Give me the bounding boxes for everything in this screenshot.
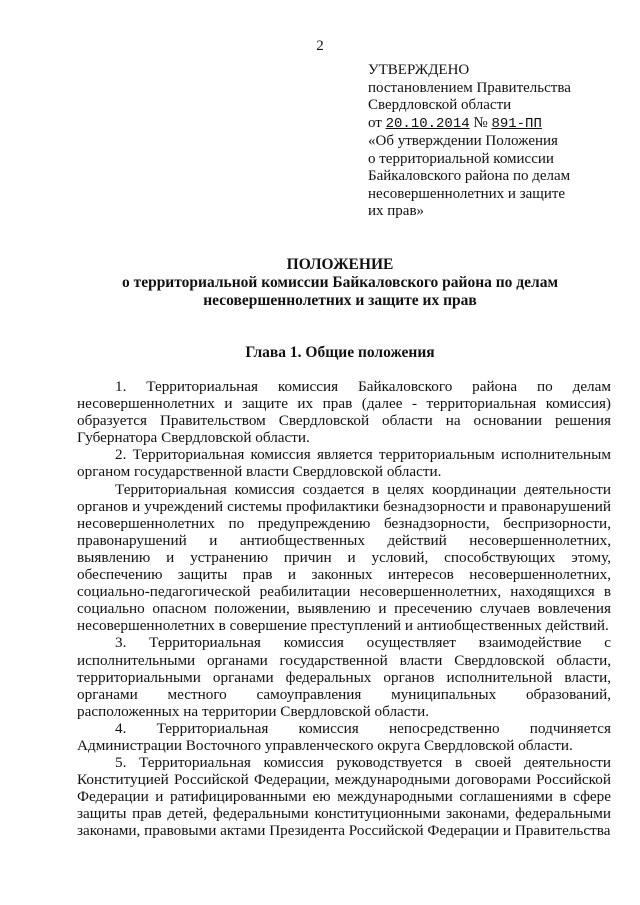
approval-line-1: постановлением Правительства: [368, 79, 571, 96]
page-number: 2: [316, 38, 324, 54]
approval-date-prefix: от: [368, 114, 382, 131]
approval-title-line: Байкаловского района по делам: [368, 168, 571, 184]
approval-number: 891-ПП: [491, 115, 542, 132]
paragraph-1: 1. Территориальная комиссия Байкаловского района по делам несовершеннолетних и защите их прав (далее - территориальная комиссия) образуется Правительством Свердловской области на основании решения Губернатора Свердловской области.: [77, 378, 611, 447]
approval-date: 20.10.2014: [385, 115, 470, 132]
document-title: [60, 256, 620, 310]
document-title-line-1: о территориальной комиссии Байкаловского района по делам: [121, 274, 559, 291]
body-text: [77, 378, 611, 840]
document-title-heading: ПОЛОЖЕНИЕ: [286, 256, 394, 273]
approval-title-line: «Об утверждении Положения: [368, 133, 558, 149]
approval-title-line: их прав»: [368, 203, 425, 219]
approval-title-line: о территориальной комиссии: [368, 150, 554, 167]
approval-stamp: [368, 62, 618, 221]
approval-number-prefix: №: [473, 114, 488, 131]
approval-title-line: несовершеннолетних и защите: [368, 185, 566, 202]
paragraph-2-continued: Территориальная комиссия создается в целях координации деятельности органов и учреждений системы профилактики безнадзорности и правонарушений несовершеннолетних по предупреждению безнадзорности, беспризорности, правонарушений и антиобщественных действий несовершеннолетних, выявлению и устранению причин и условий, способствующих этому, обеспечению защиты прав и законных интересов несовершеннолетних, социально-педагогической реабилитации несовершеннолетних, находящихся в социально опасном положении, выявлению и пресечению случаев вовлечения несовершеннолетних в совершение преступлений и антиобщественных действий.: [77, 480, 611, 635]
document-title-line-2: несовершеннолетних и защите их прав: [203, 292, 477, 309]
approval-line-2: Свердловской области: [368, 97, 512, 113]
paragraph-4: 4. Территориальная комиссия непосредственно подчиняется Администрации Восточного управленческого округа Свердловской области.: [77, 719, 611, 754]
approval-date-line: [368, 115, 618, 134]
paragraph-5: 5. Территориальная комиссия руководствуется в своей деятельности Конституцией Российской Федерации, международными договорами Российской Федерации и ратифицированными ею международными соглашениями в сфере защиты прав детей, федеральными конституционными законами, федеральными законами, правовыми актами Президента Российской Федерации и Правительства: [77, 754, 611, 840]
chapter-title: Глава 1. Общие положения: [245, 344, 435, 361]
approval-heading: УТВЕРЖДЕНО: [368, 62, 470, 78]
paragraph-3: 3. Территориальная комиссия осуществляет взаимодействие с исполнительными органами государственной власти Свердловской области, территориальными органами федеральных органов исполнительной власти, органами местного самоуправления муниципальных образований, расположенных на территории Свердловской области.: [77, 634, 611, 720]
paragraph-2: 2. Территориальная комиссия является территориальным исполнительным органом государственной власти Свердловской области.: [77, 446, 611, 481]
